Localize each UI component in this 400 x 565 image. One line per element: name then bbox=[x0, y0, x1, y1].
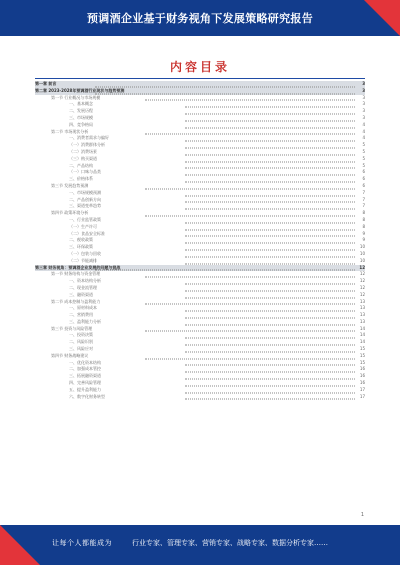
toc-entry-page: 16 bbox=[359, 366, 365, 372]
toc-entry-label: 二、风险识别 bbox=[69, 339, 93, 345]
footer-accent-triangle bbox=[0, 525, 40, 565]
toc-entry-page: 7 bbox=[362, 203, 365, 209]
toc-entry-label: 一、优化资本结构 bbox=[69, 359, 101, 365]
toc-entry-label: 一、行业监管政策 bbox=[69, 216, 101, 222]
toc-entry-page: 8 bbox=[362, 223, 365, 229]
toc-entry-page: 7 bbox=[362, 196, 365, 202]
toc-entry-label: 五、提升盈利能力 bbox=[69, 386, 101, 392]
toc-entry-page: 15 bbox=[359, 346, 365, 352]
toc-entry-page: 6 bbox=[362, 182, 365, 188]
toc-entry-page: 16 bbox=[359, 380, 365, 386]
header-accent-triangle bbox=[364, 0, 400, 36]
toc-entry-label: （三）购买渠道 bbox=[69, 155, 97, 161]
toc-entry-page: 13 bbox=[359, 305, 365, 311]
toc-entry-page: 17 bbox=[359, 386, 365, 392]
header-banner bbox=[0, 0, 400, 36]
toc-entry-label: 二、产品结构 bbox=[69, 162, 93, 168]
toc-entry-label: （二）食品安全标准 bbox=[69, 230, 105, 236]
toc-entry-label: 三、价格体系 bbox=[69, 176, 93, 182]
toc-entry-page: 8 bbox=[362, 210, 365, 216]
toc-entry-page: 5 bbox=[362, 142, 365, 148]
toc-entry-page: 6 bbox=[362, 169, 365, 175]
toc-entry-label: 三、渠道变革趋势 bbox=[69, 203, 101, 209]
toc-entry-page: 14 bbox=[359, 332, 365, 338]
toc-entry-label: 第二节 成本控制与盈利能力 bbox=[51, 298, 101, 304]
toc-entry-page: 4 bbox=[362, 135, 365, 141]
toc-entry-label: 三、风险应对 bbox=[69, 346, 93, 352]
toc-entry-page: 12 bbox=[359, 291, 365, 297]
footer-slogan-right: 行业专家、管理专家、营销专家、战略专家、数据分析专家…… bbox=[132, 539, 328, 547]
toc-entry-page: 10 bbox=[359, 244, 365, 250]
report-title: 预调酒企业基于财务视角下发展策略研究报告 bbox=[87, 12, 313, 25]
toc-entry-label: 一、原材料成本 bbox=[69, 305, 97, 311]
toc-entry-page: 3 bbox=[362, 114, 365, 120]
toc-entry-label: （一）口味与品类 bbox=[69, 169, 101, 175]
toc-entry-label: 第三节 发展趋势预测 bbox=[51, 182, 89, 188]
toc-entry-label: 第二节 市场现状分析 bbox=[51, 128, 89, 134]
toc-entry-label: 一、投资决策 bbox=[69, 332, 93, 338]
toc-entry-label: 第一章 前言 bbox=[35, 81, 57, 86]
toc-entry-label: 二、发展历程 bbox=[69, 108, 93, 114]
toc-entry-label: 六、数字化财务转型 bbox=[69, 393, 105, 399]
toc-entry-label: 四、完善风险管理 bbox=[69, 380, 101, 386]
toc-title: 内容目录 bbox=[169, 60, 230, 74]
toc-entry-label: 二、加强成本管控 bbox=[69, 366, 101, 372]
toc-entry-label: 四、竞争格局 bbox=[69, 121, 93, 127]
toc-entry-page: 13 bbox=[359, 312, 365, 318]
toc-entry-page: 4 bbox=[362, 121, 365, 127]
toc-entry-label: 一、基本概念 bbox=[69, 101, 93, 107]
toc-entry-page: 15 bbox=[359, 359, 365, 365]
toc-entry-label: 第三章 财务视角：预调酒企业发展的问题与挑战 bbox=[35, 264, 121, 270]
toc-entry-page: 15 bbox=[359, 352, 365, 358]
page-number: 1 bbox=[360, 512, 364, 518]
toc-entry-page: 3 bbox=[362, 81, 365, 86]
footer-banner bbox=[0, 525, 400, 565]
toc-entry-page: 9 bbox=[362, 237, 365, 243]
toc-entry-label: （二）节能减排 bbox=[69, 257, 97, 263]
toc-entry-label: （一）生产许可 bbox=[69, 223, 97, 229]
toc-entry-page: 3 bbox=[362, 94, 365, 100]
toc-entry-page: 6 bbox=[362, 176, 365, 182]
toc-entry-page: 3 bbox=[362, 108, 365, 114]
toc-entry-label: 二、税收政策 bbox=[69, 237, 93, 243]
toc-entry-label: 一、市场规模预测 bbox=[69, 189, 101, 195]
toc-entry-page: 13 bbox=[359, 318, 365, 324]
toc-entry-page: 17 bbox=[359, 393, 365, 399]
toc-entry-page: 9 bbox=[362, 230, 365, 236]
toc-entry-label: 第四节 财务战略建议 bbox=[51, 352, 89, 358]
toc-entry-page: 12 bbox=[359, 264, 365, 270]
toc-entry-page: 10 bbox=[359, 250, 365, 256]
toc-entry-page: 13 bbox=[359, 298, 365, 304]
toc-entry-page: 12 bbox=[359, 278, 365, 284]
toc-dot-leader bbox=[185, 392, 355, 400]
toc-entry-page: 4 bbox=[362, 128, 365, 134]
toc-entry-label: 第二章 2023-2028年预调酒行业现状与趋势预测 bbox=[35, 87, 125, 93]
toc-entry-page: 7 bbox=[362, 189, 365, 195]
toc-entry-label: 第一节 财务结构与资金管理 bbox=[51, 271, 101, 277]
toc-entry-page: 5 bbox=[362, 162, 365, 168]
toc-entry-label: 三、环保政策 bbox=[69, 244, 93, 250]
toc-entry-label: 三、融资渠道 bbox=[69, 291, 93, 297]
toc-entry-page: 12 bbox=[359, 271, 365, 277]
toc-entry-label: 一、消费者需求与偏好 bbox=[69, 135, 109, 141]
toc-entry[interactable] bbox=[35, 394, 365, 401]
toc-entry-page: 3 bbox=[362, 87, 365, 93]
toc-entry-label: 二、产品创新方向 bbox=[69, 196, 101, 202]
toc-entry-page: 14 bbox=[359, 325, 365, 331]
footer-slogan-left: 让每个人都能成为 bbox=[52, 539, 112, 547]
toc-entry-page: 12 bbox=[359, 284, 365, 290]
toc-entry-label: 一、资本结构分析 bbox=[69, 278, 101, 284]
toc-entry-label: 二、营销费用 bbox=[69, 312, 93, 318]
toc-entry-page: 10 bbox=[359, 257, 365, 263]
toc-entry-label: （一）消费群体分析 bbox=[69, 142, 105, 148]
toc-entry-page: 14 bbox=[359, 339, 365, 345]
toc-entry-label: 三、拓展融资渠道 bbox=[69, 373, 101, 379]
toc-entry-page: 16 bbox=[359, 373, 365, 379]
toc-entry-label: 三、市场规模 bbox=[69, 114, 93, 120]
table-of-contents bbox=[35, 81, 365, 400]
toc-entry-label: 第三节 投资与风险管理 bbox=[51, 325, 93, 331]
toc-entry-page: 5 bbox=[362, 155, 365, 161]
toc-entry-page: 8 bbox=[362, 216, 365, 222]
toc-entry-page: 5 bbox=[362, 148, 365, 154]
toc-entry-page: 3 bbox=[362, 101, 365, 107]
toc-entry-label: 二、现金流管理 bbox=[69, 284, 97, 290]
toc-entry-label: 三、盈利能力分析 bbox=[69, 318, 101, 324]
toc-entry-label: （二）消费场景 bbox=[69, 148, 97, 154]
toc-entry-label: 第四节 政策环境分析 bbox=[51, 210, 89, 216]
toc-entry-label: （一）包装与回收 bbox=[69, 250, 101, 256]
toc-entry-label: 第一节 行业概况与市场规模 bbox=[51, 94, 101, 100]
